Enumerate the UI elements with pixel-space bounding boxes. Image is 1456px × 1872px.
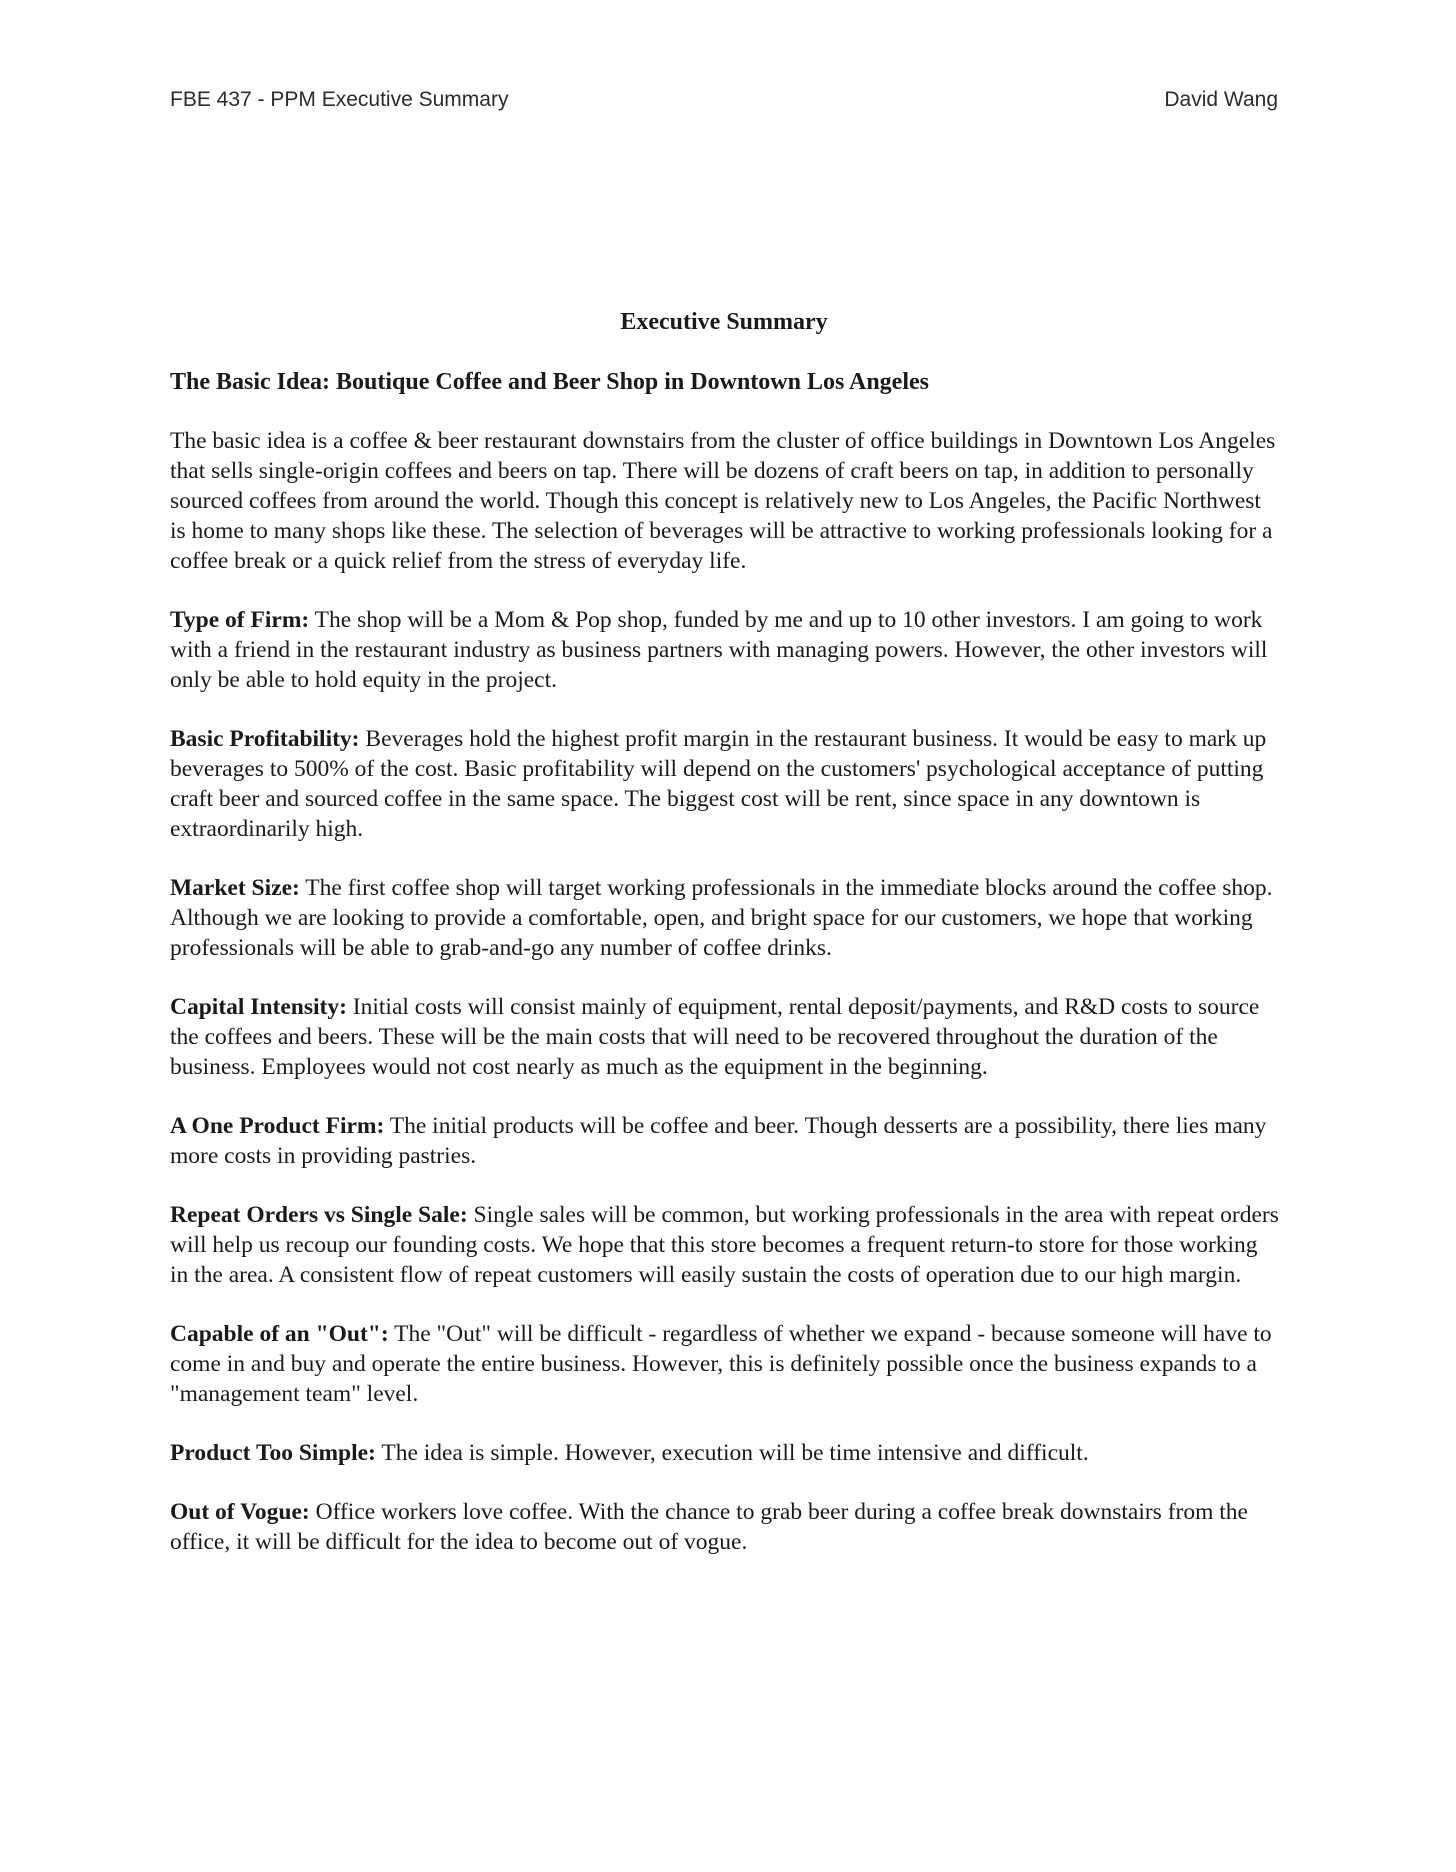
paragraph-text: The first coffee shop will target working professionals in the immediate blocks around the coffee shop. Although we are looking to provide a comfortable, open, and bright space for our customers, we hope that working professionals will be able to grab-and-go any number of coffee drinks. (170, 875, 1273, 961)
paragraph-market-size (170, 873, 1280, 963)
paragraph-product-too-simple (170, 1438, 1280, 1468)
document-title: Executive Summary (620, 309, 828, 335)
paragraph-text: The "Out" will be difficult - regardless of whether we expand - because someone will have to come in and buy and operate the entire business. However, this is definitely possible once the business expands to a "management team" level. (170, 1321, 1272, 1407)
paragraph-one-product-firm (170, 1111, 1280, 1171)
intro-paragraph: The basic idea is a coffee & beer restaurant downstairs from the cluster of office buildings in Downtown Los Angeles that sells single-origin coffees and beers on tap. There will be dozens of craft beers on tap, in addition to personally sourced coffees from around the world. Though this concept is relatively new to Los Angeles, the Pacific Northwest is home to many shops like these. The selection of beverages will be attractive to working professionals looking for a coffee break or a quick relief from the stress of everyday life. (170, 428, 1276, 574)
paragraph-out-of-vogue (170, 1497, 1280, 1557)
paragraph-text: The initial products will be coffee and beer. Though desserts are a possibility, there lies many more costs in providing pastries. (170, 1113, 1267, 1169)
paragraph-text: Single sales will be common, but working professionals in the area with repeat orders will help us recoup our founding costs. We hope that this store becomes a frequent return-to store for those working in the area. A consistent flow of repeat customers will easily sustain the costs of operation due to our high margin. (170, 1202, 1279, 1288)
paragraph-text: The idea is simple. However, execution will be time intensive and difficult. (375, 1440, 1089, 1466)
paragraph-text: Initial costs will consist mainly of equipment, rental deposit/payments, and R&D costs to source the coffees and beers. These will be the main costs that will need to be recovered throughout the duration of the business. Employees would not cost nearly as much as the equipment in the beginning. (170, 994, 1260, 1080)
paragraph-label: Capable of an "Out": (170, 1321, 389, 1347)
section-heading: The Basic Idea: Boutique Coffee and Beer Shop in Downtown Los Angeles (170, 369, 929, 395)
paragraph-capital-intensity (170, 992, 1280, 1082)
document-body (170, 367, 1280, 1586)
paragraph-label: Product Too Simple: (170, 1440, 376, 1466)
paragraph-label: Capital Intensity: (170, 994, 347, 1020)
paragraph-label: Type of Firm: (170, 607, 310, 633)
paragraph-label: Out of Vogue: (170, 1499, 310, 1525)
paragraph-basic-profitability (170, 724, 1280, 844)
paragraph-capable-of-out (170, 1319, 1280, 1409)
paragraph-text: Office workers love coffee. With the chance to grab beer during a coffee break downstairs from the office, it will be difficult for the idea to become out of vogue. (170, 1499, 1248, 1555)
paragraph-repeat-orders (170, 1200, 1280, 1290)
header-author: David Wang (1164, 88, 1278, 111)
paragraph-text: The shop will be a Mom & Pop shop, funded by me and up to 10 other investors. I am going to work with a friend in the restaurant industry as business partners with managing powers. However, the other investors will only be able to hold equity in the project. (170, 607, 1268, 693)
paragraph-text: Beverages hold the highest profit margin in the restaurant business. It would be easy to mark up beverages to 500% of the cost. Basic profitability will depend on the customers' psychological acceptance of putting craft beer and sourced coffee in the same space. The biggest cost will be rent, since space in any downtown is extraordinarily high. (170, 726, 1267, 842)
paragraph-label: Repeat Orders vs Single Sale: (170, 1202, 468, 1228)
paragraph-label: Basic Profitability: (170, 726, 360, 752)
paragraph-label: A One Product Firm: (170, 1113, 385, 1139)
paragraph-label: Market Size: (170, 875, 300, 901)
paragraph-type-of-firm (170, 605, 1280, 695)
page-header (170, 88, 1278, 118)
header-course-title: FBE 437 - PPM Executive Summary (170, 88, 509, 111)
